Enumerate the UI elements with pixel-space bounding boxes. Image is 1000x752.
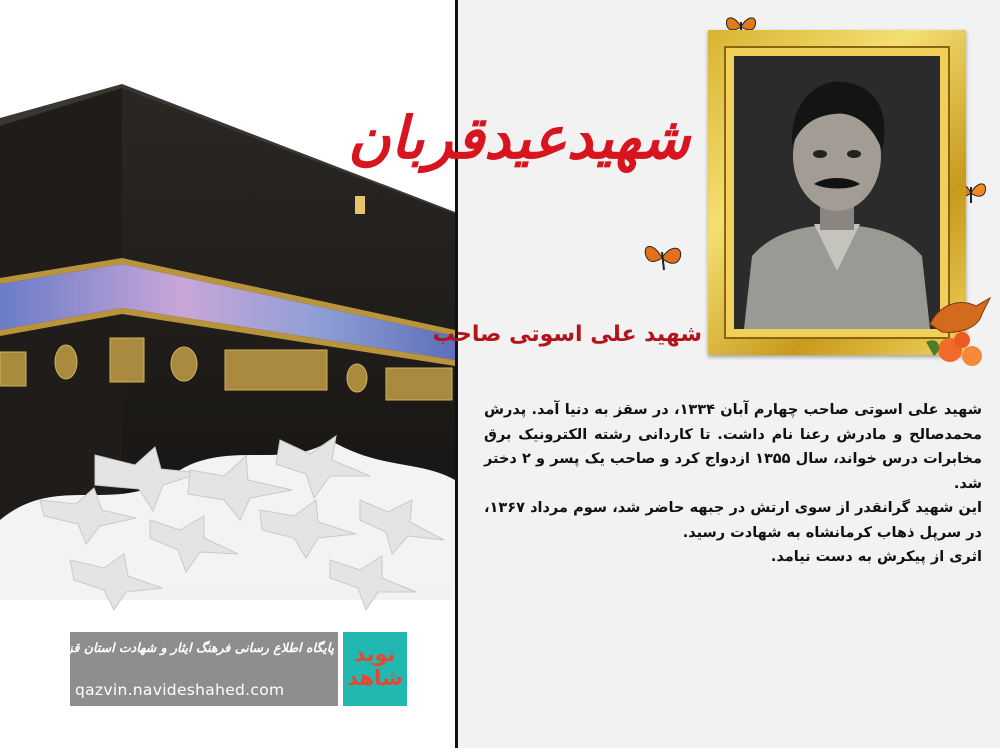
martyr-portrait — [734, 56, 940, 329]
biography-paragraph: اثری از پیکرش به دست نیامد. — [770, 549, 982, 565]
bird-flower-ornament — [920, 284, 996, 374]
banner-org-name: پایگاه اطلاع رسانی فرهنگ ایثار و شهادت استان قزوین — [47, 640, 334, 655]
site-banner[interactable] — [47, 632, 407, 706]
biography-paragraph: این شهید گرانقدر از سوی ارتش در جبهه حاضر شد، سوم مرداد ۱۳۶۷، در سرپل ذهاب کرمانشاه به شهادت رسید. — [484, 500, 982, 541]
martyr-name: شهید علی اسوتی صاحب — [432, 322, 702, 347]
biography-paragraph: شهید علی اسوتی صاحب چهارم آبان ۱۳۳۴، در سقز به دنیا آمد. پدرش محمدصالح و مادرش رعنا نام داشت. تا کاردانی رشته الکترونیک برق مخابرات درس خواند، سال ۱۳۵۵ ازدواج کرد و صاحب یک پسر و ۲ دختر شد. — [484, 402, 983, 492]
banner-text-area — [47, 632, 338, 706]
biography — [484, 398, 982, 570]
logo-text: نوید شاهد — [347, 642, 403, 690]
butterfly-icon — [640, 240, 686, 276]
page-title: شهیدعیدقربان — [348, 104, 690, 172]
title-calligraphy — [348, 86, 698, 196]
site-logo — [343, 632, 407, 706]
banner-url[interactable]: qazvin.navideshahed.com — [75, 681, 285, 699]
